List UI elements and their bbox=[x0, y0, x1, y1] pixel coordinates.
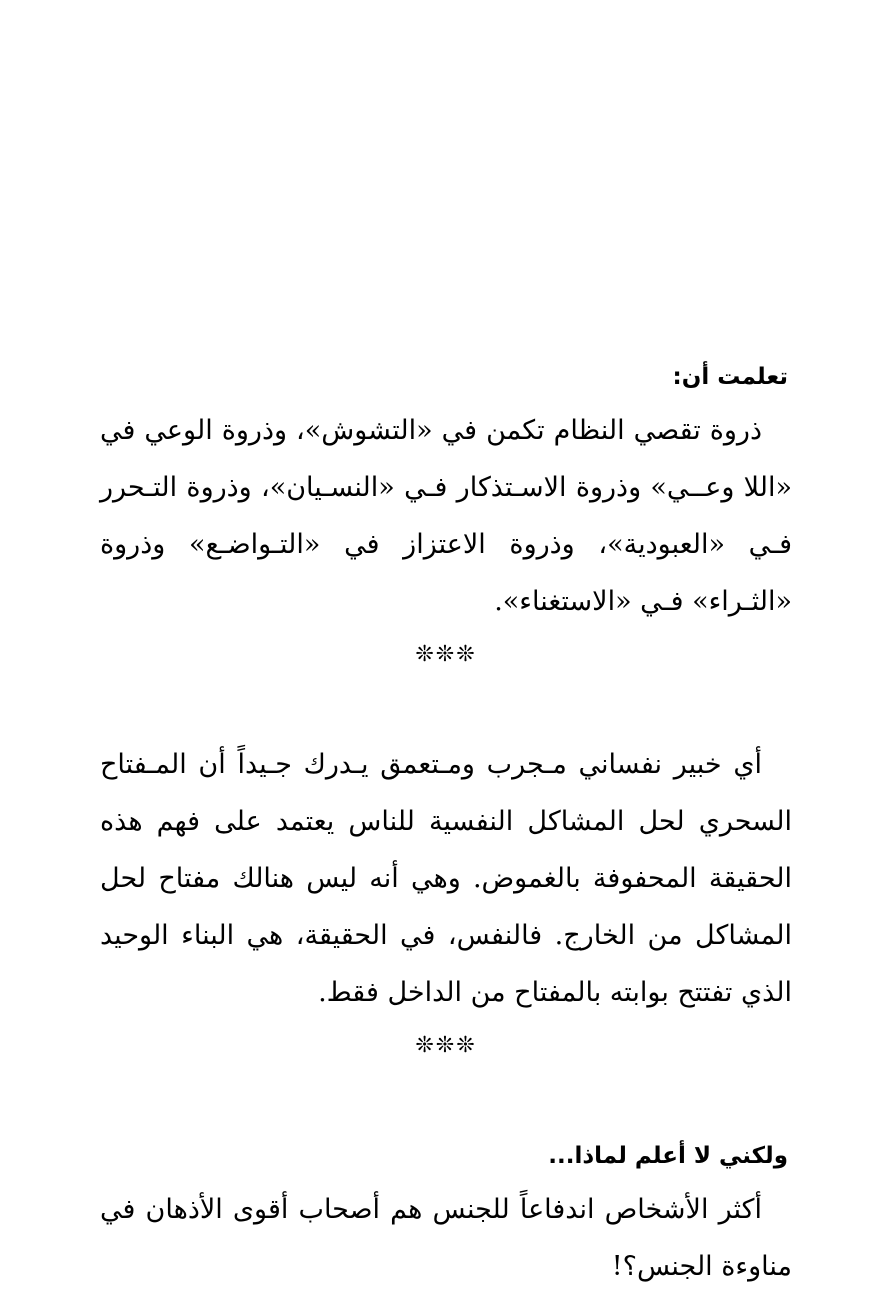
section-heading: ولكني لا أعلم لماذا... bbox=[548, 1143, 788, 1169]
ornament-divider: ❊❊❊ bbox=[415, 642, 477, 667]
ornament-divider: ❊❊❊ bbox=[415, 1033, 477, 1058]
section-heading: تعلمت أن: bbox=[672, 364, 788, 390]
book-page bbox=[100, 352, 792, 1295]
section-paragraph: أكثر الأشخاص اندفاعاً للجنس هم أصحاب أقوى الأذهان في مناوءة الجنس؟! bbox=[100, 1194, 792, 1282]
section-learned bbox=[100, 352, 792, 630]
spacer bbox=[100, 1061, 792, 1131]
section-psychologist bbox=[100, 736, 792, 1021]
section-paragraph: أي خبير نفساني مـجرب ومـتعمق يـدرك جـيداً أن المـفتاح السحري لحل المشاكل النفسية للناس يعتمد على فهم هذه الحقيقة المحفوفة بالغموض. وهي أنه ليس هنالك مفتاح لحل المشاكل من الخارج. فالنفس، في الحقيقة، هي البناء الوحيد الذي تفتتح بوابته بالمفتاح من الداخل فقط. bbox=[100, 749, 792, 1008]
section-dont-know-why bbox=[100, 1131, 792, 1295]
spacer bbox=[100, 670, 792, 736]
section-paragraph: ذروة تقصي النظام تكمن في «التشوش»، وذروة الوعي في «اللا وعــي» وذروة الاسـتذكار فـي «النسـيان»، وذروة التـحرر فـي «العبودية»، وذروة الاعتزاز في «التـواضـع» وذروة «الثـراء» فـي «الاستغناء». bbox=[100, 415, 792, 617]
